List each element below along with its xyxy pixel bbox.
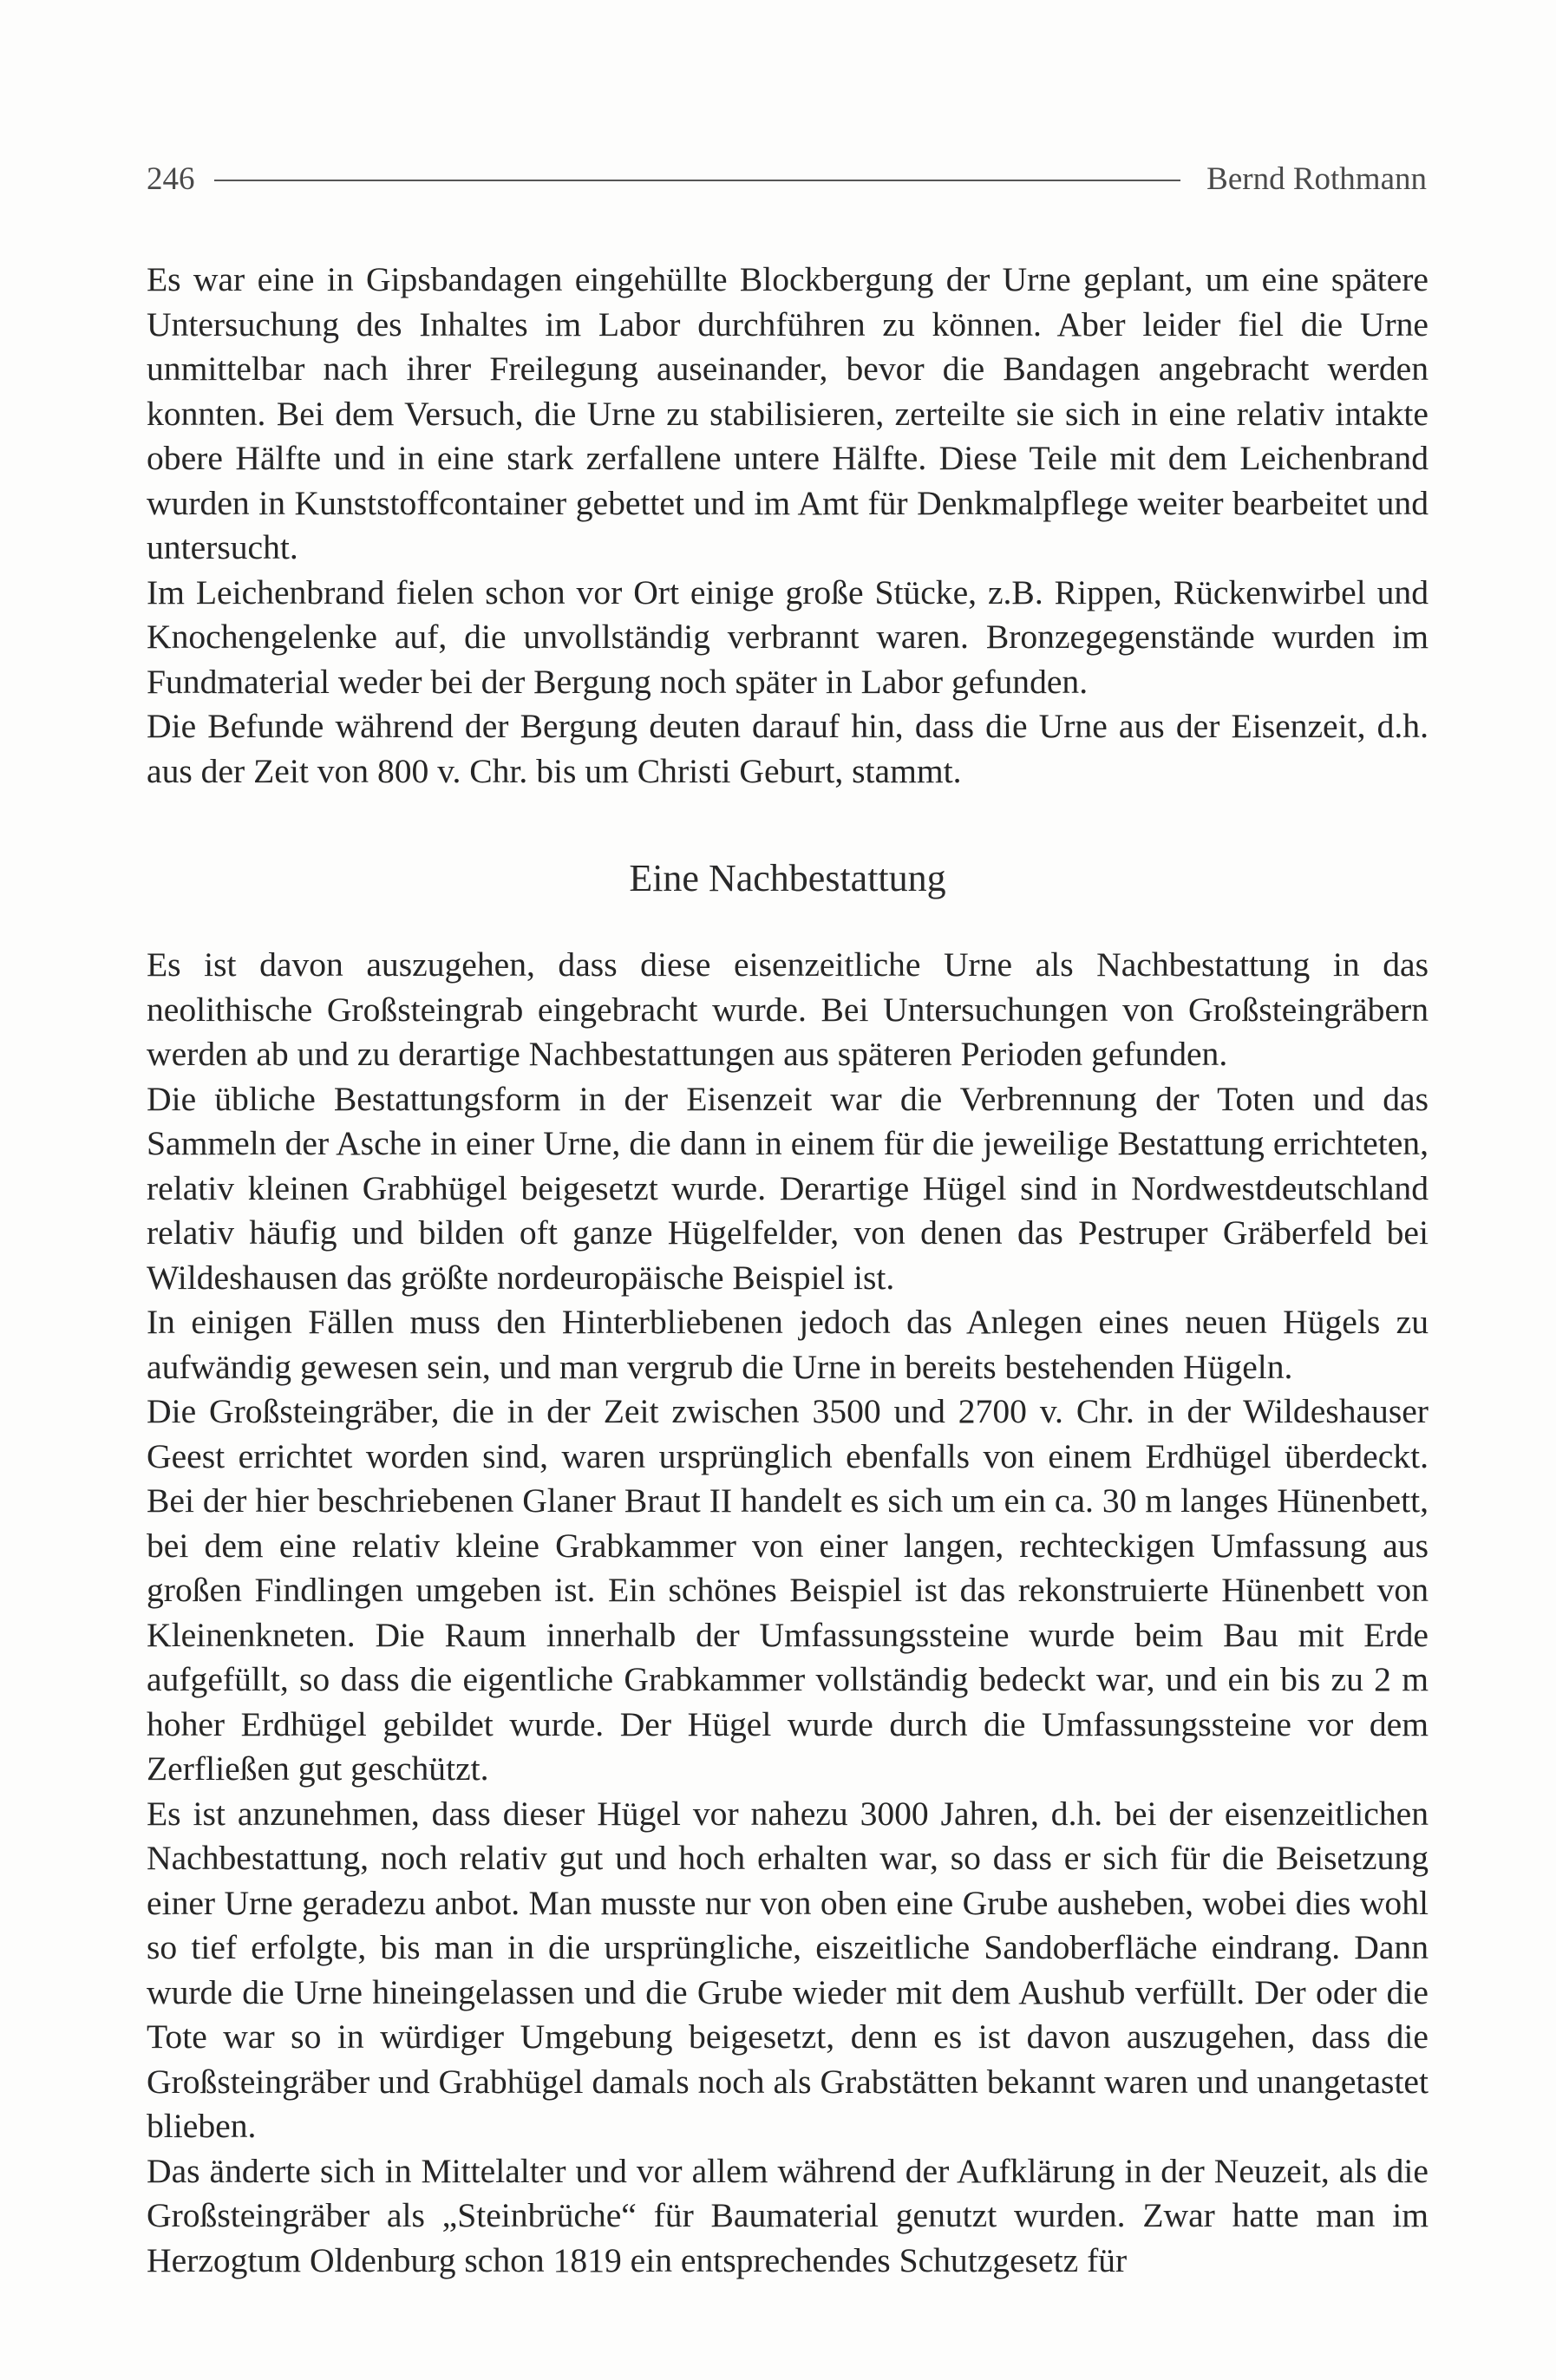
- paragraph: Es ist davon auszugehen, dass diese eisenzeitliche Urne als Nachbestattung in das neolithische Großsteingrab eingebracht wurde. Bei Untersuchungen von Großsteingräbern werden ab und zu derartige Nachbestattungen aus späteren Perioden gefunden.: [147, 945, 1429, 1073]
- paragraph: Die Befunde während der Bergung deuten darauf hin, dass die Urne aus der Eisenzeit, d.h. aus der Zeit von 800 v. Chr. bis um Christi Geburt, stammt.: [147, 707, 1429, 790]
- body-text: [147, 258, 1429, 2283]
- paragraph: Im Leichenbrand fielen schon vor Ort einige große Stücke, z.B. Rippen, Rückenwirbel und Knochengelenke auf, die unvollständig verbrannt waren. Bronzegegenstände wurden im Fundmaterial weder bei der Bergung noch später in Labor gefunden.: [147, 572, 1429, 701]
- paragraph: Die übliche Bestattungsform in der Eisenzeit war die Verbrennung der Toten und das Sammeln der Asche in einer Urne, die dann in einem für die jeweilige Bestattung errichteten, relativ kleinen Grabhügel beigesetzt wurde. Derartige Hügel sind in Nordwestdeutschland relativ häufig und bilden oft ganze Hügelfelder, von denen das Pestruper Gräberfeld bei Wildeshausen das größte nordeuropäische Beispiel ist.: [147, 1079, 1429, 1297]
- running-head: [147, 153, 1427, 205]
- page-number: 246: [147, 160, 195, 197]
- author-name: Bernd Rothmann: [1206, 160, 1427, 197]
- paragraph: Das änderte sich in Mittelalter und vor allem während der Aufklärung in der Neuzeit, als die Großsteingräber als „Steinbrüche“ für Baumaterial genutzt wurden. Zwar hatte man im Herzogtum Oldenburg schon 1819 ein entsprechendes Schutzgesetz für: [147, 2151, 1429, 2279]
- paragraph: Es war eine in Gipsbandagen eingehüllte Blockbergung der Urne geplant, um eine spätere Untersuchung des Inhaltes im Labor durchführen zu können. Aber leider fiel die Urne unmittelbar nach ihrer Freilegung auseinander, bevor die Bandagen angebracht werden konnten. Bei dem Versuch, die Urne zu stabilisieren, zerteilte sie sich in eine relativ intakte obere Hälfte und in eine stark zerfallene untere Hälfte. Diese Teile mit dem Leichenbrand wurden in Kunststoffcontainer gebettet und im Amt für Denkmalpflege weiter bearbeitet und untersucht.: [147, 260, 1429, 566]
- section-heading: Eine Nachbestattung: [629, 857, 946, 899]
- paragraph: Die Großsteingräber, die in der Zeit zwischen 3500 und 2700 v. Chr. in der Wildeshauser Geest errichtet worden sind, waren ursprünglich ebenfalls von einem Erdhügel überdeckt. Bei der hier beschriebenen Glaner Braut II handelt es sich um ein ca. 30 m langes Hünenbett, bei dem eine relativ kleine Grabkammer von einer langen, rechteckigen Umfassung aus großen Findlingen umgeben ist. Ein schönes Beispiel ist das rekonstruierte Hünenbett von Kleinenkneten. Die Raum innerhalb der Umfassungssteine wurde beim Bau mit Erde aufgefüllt, so dass die eigentliche Grabkammer vollständig bedeckt war, und ein bis zu 2 m hoher Erdhügel gebildet wurde. Der Hügel wurde durch die Umfassungssteine vor dem Zerfließen gut geschützt.: [147, 1392, 1429, 1788]
- header-rule: [214, 180, 1181, 181]
- paragraph: In einigen Fällen muss den Hinterbliebenen jedoch das Anlegen eines neuen Hügels zu aufwändig gewesen sein, und man vergrub die Urne in bereits bestehenden Hügeln.: [147, 1303, 1429, 1386]
- paragraph: Es ist anzunehmen, dass dieser Hügel vor nahezu 3000 Jahren, d.h. bei der eisenzeitlichen Nachbestattung, noch relativ gut und hoch erhalten war, so dass er sich für die Beisetzung einer Urne geradezu anbot. Man musste nur von oben eine Grube ausheben, wobei dies wohl so tief erfolgte, bis man in die ursprüngliche, eiszeitliche Sandoberfläche eindrang. Dann wurde die Urne hineingelassen und die Grube wieder mit dem Aushub verfüllt. Der oder die Tote war so in würdiger Umgebung beigesetzt, denn es ist davon auszugehen, dass die Großsteingräber und Grabhügel damals noch als Grabstätten bekannt waren und unangetastet blieben.: [147, 1794, 1429, 2145]
